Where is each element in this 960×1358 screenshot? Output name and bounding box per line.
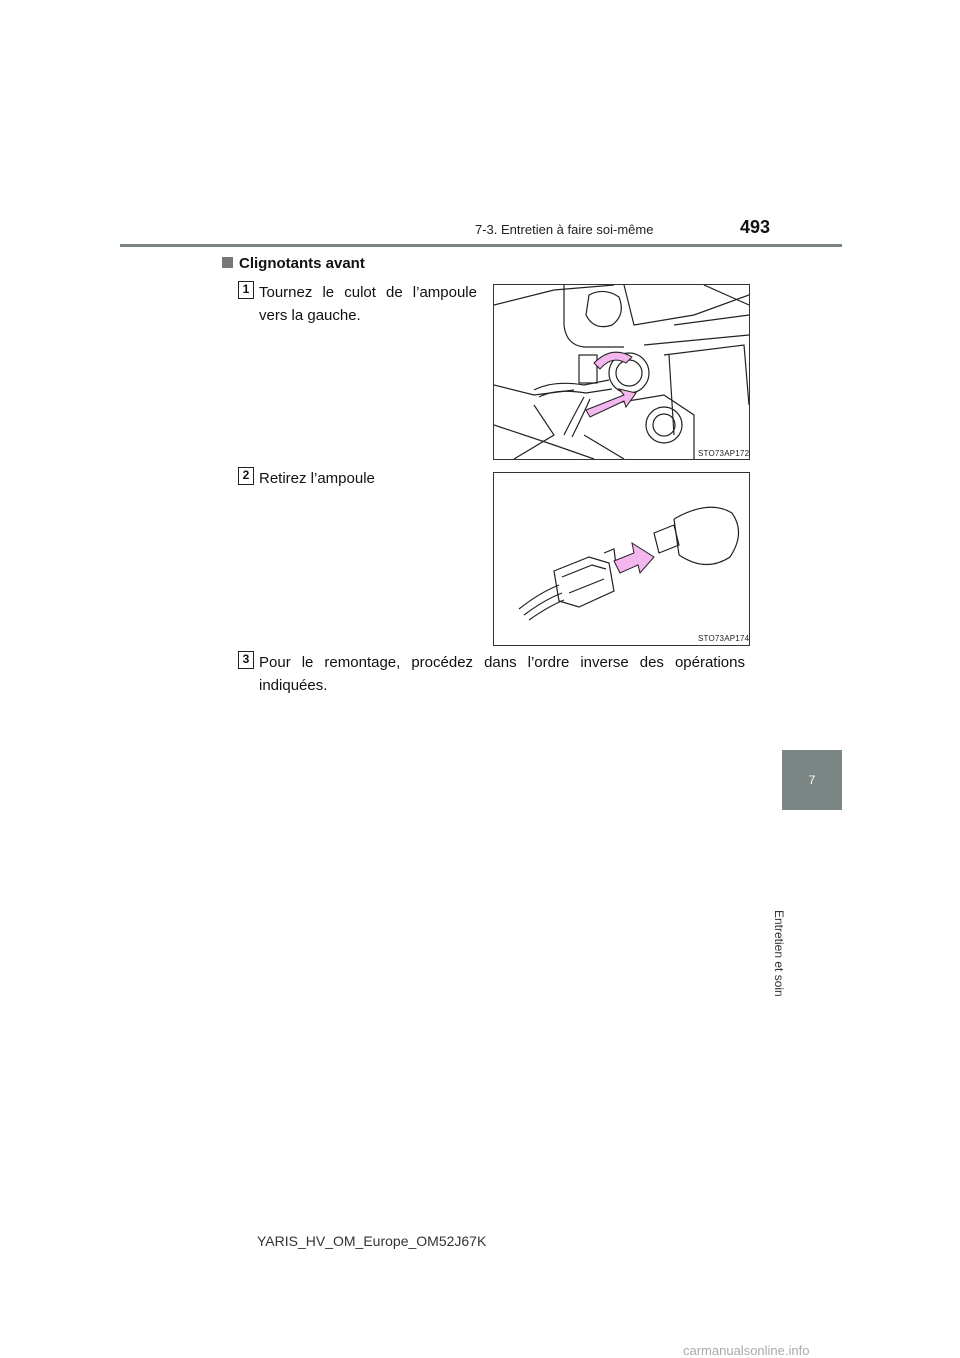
- page-number: 493: [740, 217, 771, 237]
- chapter-title: Entretien et soin: [772, 910, 786, 997]
- step-3-text: Pour le remontage, procédez dans l’ordre inverse des opérations indiquées.: [259, 654, 745, 694]
- chapter-tab: 7: [782, 750, 842, 810]
- square-bullet-icon: [222, 257, 233, 268]
- watermark: carmanualsonline.info: [683, 1343, 810, 1358]
- section-heading: [222, 255, 365, 272]
- header-rule: [120, 244, 842, 247]
- header-section-title: 7-3. Entretien à faire soi-même: [475, 222, 654, 237]
- figure-bulb-removal: [493, 472, 750, 646]
- figure-2-code: STO73AP174: [698, 634, 750, 643]
- step-3-badge: 3: [238, 651, 254, 669]
- step-1-badge: 1: [238, 281, 254, 299]
- document-code: YARIS_HV_OM_Europe_OM52J67K: [257, 1233, 487, 1249]
- step-2-badge: 2: [238, 467, 254, 485]
- step-1-text: Tournez le culot de l’ampoule vers la gauche.: [259, 284, 477, 324]
- step-2-text: Retirez l’ampoule: [259, 470, 375, 487]
- figure-1-code: STO73AP172: [698, 449, 750, 458]
- chapter-label: [772, 818, 806, 997]
- figure-bulb-socket-rotation: [493, 284, 750, 460]
- section-title: Clignotants avant: [239, 255, 365, 272]
